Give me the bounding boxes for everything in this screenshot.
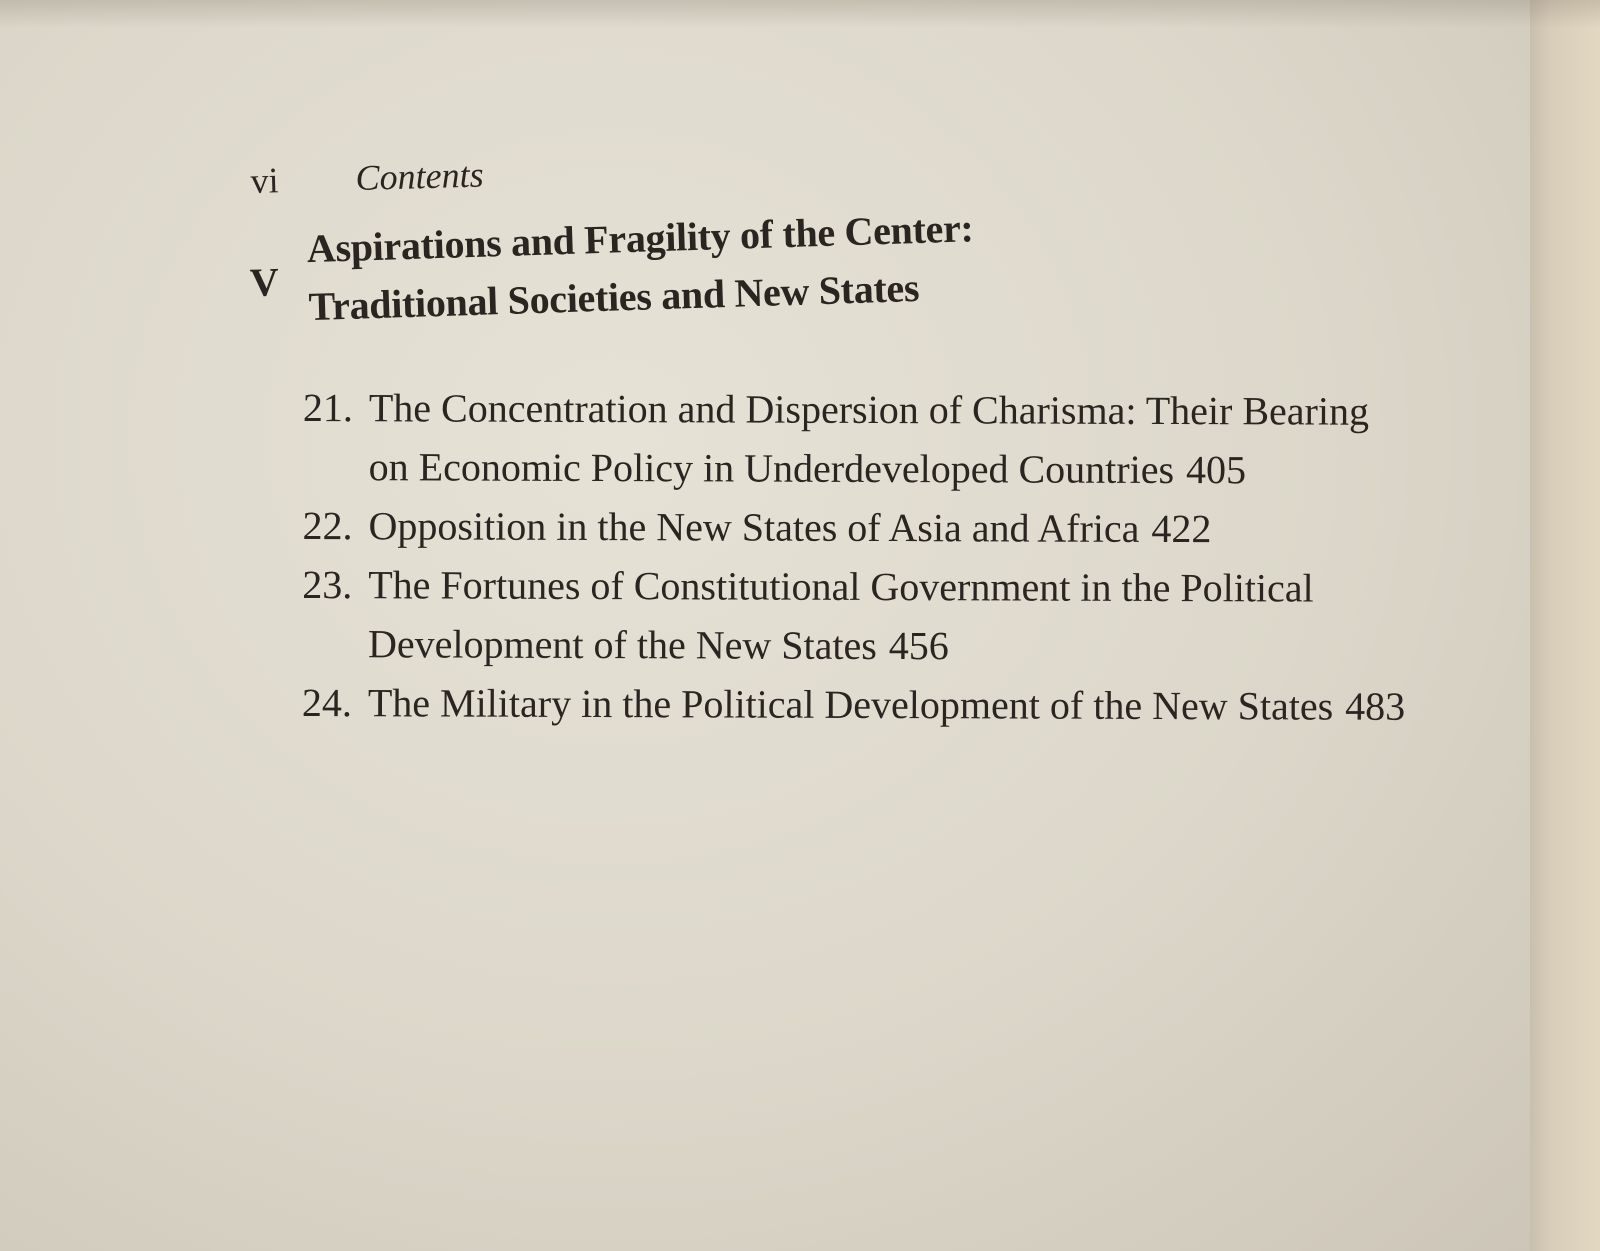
entry-title-line-1: The Fortunes of Constitutional Government in the Political	[368, 562, 1314, 611]
toc-entry-23	[302, 555, 1482, 677]
entry-number: 24.	[301, 679, 352, 726]
part-title-line-2: Traditional Societies and New States	[307, 264, 920, 330]
running-head	[250, 153, 484, 201]
part-title-line-1: Aspirations and Fragility of the Center:	[306, 205, 975, 272]
entry-title-line-1: Opposition in the New States of Asia and Africa	[368, 503, 1140, 551]
part-heading	[248, 199, 976, 338]
entry-page-number: 456	[888, 623, 949, 669]
page-edge	[1530, 0, 1600, 1251]
entry-number: 22.	[302, 502, 353, 549]
entry-title-line-2: Development of the New States	[367, 621, 877, 669]
entry-page-number: 422	[1151, 505, 1212, 552]
entry-title-line-2: on Economic Policy in Underdeveloped Countries	[368, 444, 1175, 493]
toc-entry-24	[302, 673, 1482, 736]
top-shadow	[0, 0, 1600, 28]
toc-entry-21	[303, 378, 1483, 500]
part-number: V	[249, 259, 280, 305]
page-number: vi	[250, 160, 280, 201]
entry-title-line-1: The Concentration and Dispersion of Charisma: Their Bearing	[368, 385, 1370, 434]
entry-title-line-1: The Military in the Political Development of the New States	[367, 680, 1334, 729]
entry-number: 23.	[302, 561, 353, 608]
toc-entry-22	[302, 496, 1482, 559]
entry-page-number: 405	[1185, 447, 1247, 493]
toc-entries	[302, 378, 1483, 736]
entry-number: 21.	[302, 384, 353, 431]
running-title: Contents	[354, 154, 485, 199]
entry-page-number: 483	[1345, 683, 1406, 729]
